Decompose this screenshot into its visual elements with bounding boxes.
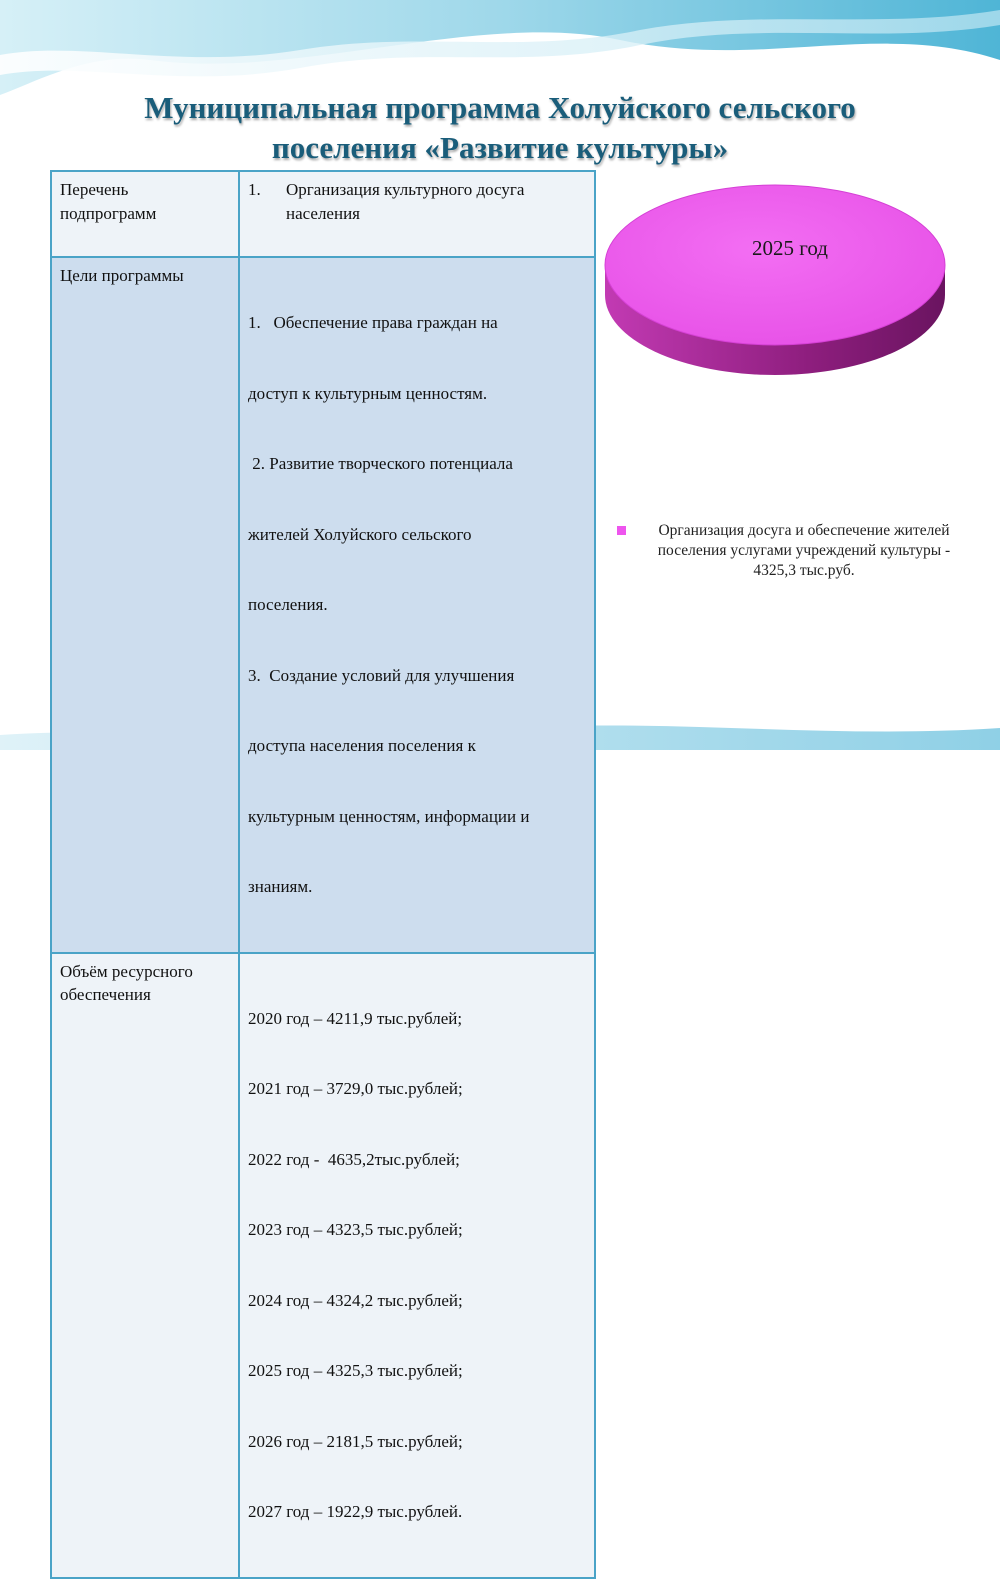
legend-marker — [617, 526, 626, 535]
content-line: доступ к культурным ценностям. — [248, 383, 488, 403]
table-cell-content — [239, 953, 595, 1578]
pie-slice-top — [605, 185, 945, 345]
legend-line: Организация досуга и обеспечение жителей — [658, 522, 950, 539]
pie-chart — [600, 180, 950, 380]
content-line: 2021 год – 3729,0 тыс.рублей; — [248, 1079, 463, 1098]
list-number: 1. — [248, 180, 261, 199]
label-line: Объём ресурсного — [60, 961, 193, 981]
table-cell-content — [239, 171, 595, 257]
list-text: Организация культурного досуга — [286, 180, 525, 199]
content-line: 2023 год – 4323,5 тыс.рублей; — [248, 1220, 463, 1239]
table-row-goals — [51, 257, 595, 953]
table-cell-content — [239, 257, 595, 953]
content-line: 2022 год - 4635,2тыс.рублей; — [248, 1149, 460, 1169]
content-line: 2026 год – 2181,5 тыс.рублей; — [248, 1431, 463, 1451]
content-line: жителей Холуйского сельского — [248, 524, 472, 544]
content-line: знаниям. — [248, 877, 313, 896]
table-row-resources — [51, 953, 595, 1578]
content-line: поселения. — [248, 595, 328, 614]
content-line: 2. Развитие творческого потенциала — [248, 454, 513, 473]
content-line: 2020 год – 4211,9 тыс.рублей; — [248, 1008, 463, 1028]
pie-chart-title: 2025 год — [752, 236, 828, 260]
table-cell-label — [51, 171, 239, 257]
page-title — [40, 88, 960, 168]
content-line: доступа населения поселения к — [248, 736, 476, 755]
label-line: обеспечения — [60, 985, 151, 1004]
content-line: культурным ценностям, информации и — [248, 806, 530, 826]
content-line: 1. Обеспечение права граждан на — [248, 313, 498, 332]
label-line: подпрограмм — [60, 203, 157, 223]
table-row-subprograms — [51, 171, 595, 257]
table-cell-label — [51, 953, 239, 1578]
label-line: Перечень — [60, 180, 129, 199]
page-title-line-2: поселения «Развитие культуры» — [271, 130, 729, 165]
table-cell-label — [51, 257, 239, 953]
content-line: 3. Создание условий для улучшения — [248, 665, 515, 685]
content-line: 2027 год – 1922,9 тыс.рублей. — [248, 1502, 463, 1521]
legend-line: 4325,3 тыс.руб. — [753, 562, 855, 579]
content-line: 2025 год – 4325,3 тыс.рублей; — [248, 1361, 463, 1380]
content-line: 2024 год – 4324,2 тыс.рублей; — [248, 1290, 463, 1310]
content-line: населения — [286, 203, 360, 223]
page-title-line-1: Муниципальная программа Холуйского сельского — [144, 90, 856, 125]
legend-line: поселения услугами учреждений культуры - — [657, 542, 951, 559]
program-table — [50, 170, 596, 1579]
content-line — [248, 178, 586, 202]
chart-legend — [617, 521, 977, 581]
label-line: Цели программы — [60, 266, 184, 285]
